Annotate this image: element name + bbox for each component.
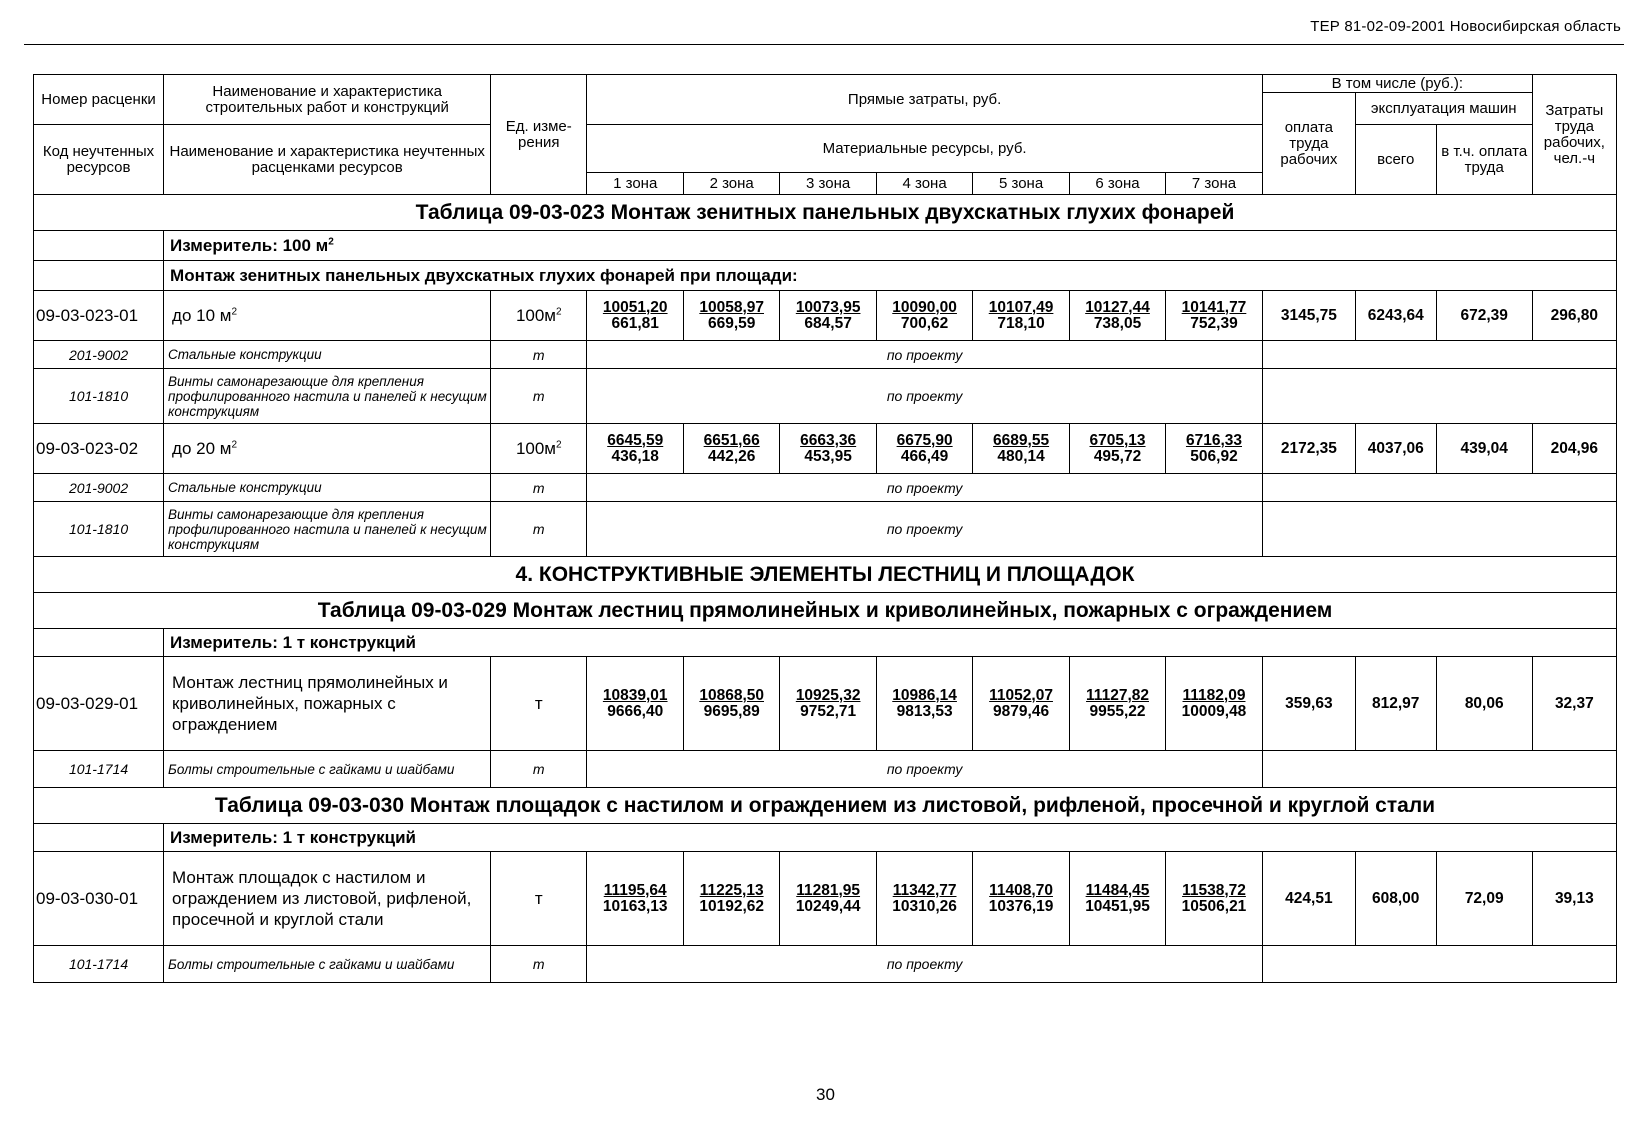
resource-note: по проекту: [587, 341, 1263, 369]
resource-unit: т: [491, 474, 587, 502]
resource-row: [34, 946, 1617, 983]
machines-total-value: 812,97: [1355, 657, 1436, 751]
header-unit: Ед. изме-рения: [491, 75, 587, 195]
zone-value: 6675,90 466,49: [877, 424, 973, 474]
empty-cell: [1263, 751, 1617, 788]
table-title: Таблица 09-03-023 Монтаж зенитных панельных двухскатных глухих фонарей: [34, 195, 1617, 231]
rate-name: до 10 $м^2$: [164, 291, 491, 341]
machines-labor-value: 439,04: [1436, 424, 1532, 474]
labor-cost-value: 204,96: [1532, 424, 1616, 474]
zone-value: 6651,66 442,26: [684, 424, 780, 474]
zone-value: 11484,45 10451,95: [1070, 852, 1166, 946]
machines-labor-value: 80,06: [1436, 657, 1532, 751]
zone-value: 6716,33 506,92: [1165, 424, 1262, 474]
header-name: Наименование и характеристика строительных работ и конструкций: [164, 75, 491, 125]
measure-label: Измеритель: 100 $м^2$: [164, 231, 1617, 261]
zone-value: 10141,77 752,39: [1165, 291, 1262, 341]
rate-unit: $100м^2$: [491, 291, 587, 341]
header-materials: Материальные ресурсы, руб.: [587, 125, 1263, 173]
empty-cell: [1263, 946, 1617, 983]
page-header: ТЕР 81-02-09-2001 Новосибирская область: [1310, 18, 1621, 35]
resource-code: 101-1810: [34, 369, 164, 424]
resource-name: Болты строительные с гайками и шайбами: [164, 946, 491, 983]
resource-note: по проекту: [587, 474, 1263, 502]
resource-row: [34, 751, 1617, 788]
empty-cell: [34, 261, 164, 291]
measure-label: Измеритель: 1 т конструкций: [164, 629, 1617, 657]
zone-value: 10127,44 738,05: [1070, 291, 1166, 341]
subtitle-label: Монтаж зенитных панельных двухскатных глухих фонарей при площади:: [164, 261, 1617, 291]
zone-value: 11182,09 10009,48: [1165, 657, 1262, 751]
rate-unit: т: [491, 657, 587, 751]
empty-cell: [1263, 341, 1617, 369]
zone-value: 10058,97 669,59: [684, 291, 780, 341]
zone-value: 10073,95 684,57: [780, 291, 877, 341]
section-title: 4. КОНСТРУКТИВНЫЕ ЭЛЕМЕНТЫ ЛЕСТНИЦ И ПЛОЩАДОК: [34, 557, 1617, 593]
resource-unit: т: [491, 369, 587, 424]
zone-value: 6705,13 495,72: [1070, 424, 1166, 474]
rate-code: 09-03-023-02: [34, 424, 164, 474]
resource-code: 101-1810: [34, 502, 164, 557]
machines-labor-value: 72,09: [1436, 852, 1532, 946]
header-res-name: Наименование и характеристика неучтенных расценками ресурсов: [164, 125, 491, 195]
rate-unit: т: [491, 852, 587, 946]
labor-pay-value: 424,51: [1263, 852, 1356, 946]
labor-cost-value: 296,80: [1532, 291, 1616, 341]
zone-value: 11281,95 10249,44: [780, 852, 877, 946]
zone-value: 10090,00 700,62: [877, 291, 973, 341]
labor-cost-value: 39,13: [1532, 852, 1616, 946]
rate-unit: $100м^2$: [491, 424, 587, 474]
machines-labor-value: 672,39: [1436, 291, 1532, 341]
table-row: [34, 852, 1617, 946]
header-rule: [24, 44, 1624, 45]
empty-cell: [1263, 369, 1617, 424]
rate-code: 09-03-029-01: [34, 657, 164, 751]
zone-3: 3 зона: [780, 173, 877, 195]
empty-cell: [34, 629, 164, 657]
resource-row: [34, 369, 1617, 424]
table-row: [34, 424, 1617, 474]
resource-row: [34, 341, 1617, 369]
header-direct-costs: Прямые затраты, руб.: [587, 75, 1263, 125]
zone-value: 10925,32 9752,71: [780, 657, 877, 751]
machines-total-value: 4037,06: [1355, 424, 1436, 474]
table-title: Таблица 09-03-029 Монтаж лестниц прямолинейных и криволинейных, пожарных с ограждением: [34, 593, 1617, 629]
resource-row: [34, 502, 1617, 557]
rate-name: до 20 $м^2$: [164, 424, 491, 474]
measure-label: Измеритель: 1 т конструкций: [164, 824, 1617, 852]
resource-note: по проекту: [587, 502, 1263, 557]
zone-value: 11195,64 10163,13: [587, 852, 684, 946]
rate-code: 09-03-030-01: [34, 852, 164, 946]
resource-code: 201-9002: [34, 474, 164, 502]
rate-name: Монтаж площадок с настилом и ограждением из листовой, рифленой, просечной и круглой стали: [164, 852, 491, 946]
zone-2: 2 зона: [684, 173, 780, 195]
zone-value: 10986,14 9813,53: [877, 657, 973, 751]
zone-6: 6 зона: [1070, 173, 1166, 195]
header-machines-total: всего: [1355, 125, 1436, 195]
labor-pay-value: 3145,75: [1263, 291, 1356, 341]
labor-pay-value: 359,63: [1263, 657, 1356, 751]
zone-value: 6689,55 480,14: [973, 424, 1070, 474]
rate-code: 09-03-023-01: [34, 291, 164, 341]
header-machines-labor: в т.ч. оплата труда: [1436, 125, 1532, 195]
resource-unit: т: [491, 502, 587, 557]
empty-cell: [1263, 474, 1617, 502]
zone-value: 10051,20 661,81: [587, 291, 684, 341]
zone-value: 10868,50 9695,89: [684, 657, 780, 751]
resource-code: 101-1714: [34, 751, 164, 788]
zone-value: 11127,82 9955,22: [1070, 657, 1166, 751]
resource-note: по проекту: [587, 751, 1263, 788]
resource-name: Болты строительные с гайками и шайбами: [164, 751, 491, 788]
labor-pay-value: 2172,35: [1263, 424, 1356, 474]
resource-name: Стальные конструкции: [164, 341, 491, 369]
table-row: [34, 657, 1617, 751]
page-number: 30: [816, 1085, 835, 1104]
zone-value: 11538,72 10506,21: [1165, 852, 1262, 946]
header-labor-pay: оплата труда рабочих: [1263, 93, 1356, 195]
machines-total-value: 6243,64: [1355, 291, 1436, 341]
zone-1: 1 зона: [587, 173, 684, 195]
zone-value: 10839,01 9666,40: [587, 657, 684, 751]
header-including: В том числе (руб.):: [1263, 75, 1533, 93]
resource-row: [34, 474, 1617, 502]
resource-name: Винты самонарезающие для крепления профилированного настила и панелей к несущим конструкциям: [164, 369, 491, 424]
zone-value: 6663,36 453,95: [780, 424, 877, 474]
resource-name: Стальные конструкции: [164, 474, 491, 502]
zone-value: 10107,49 718,10: [973, 291, 1070, 341]
resource-note: по проекту: [587, 369, 1263, 424]
zone-value: 11052,07 9879,46: [973, 657, 1070, 751]
header-number: Номер расценки: [34, 75, 164, 125]
header-labor-cost: Затраты труда рабочих, чел.-ч: [1532, 75, 1616, 195]
empty-cell: [34, 231, 164, 261]
resource-unit: т: [491, 341, 587, 369]
labor-cost-value: 32,37: [1532, 657, 1616, 751]
empty-cell: [34, 824, 164, 852]
header-machines: эксплуатация машин: [1355, 93, 1532, 125]
price-table: [33, 74, 1617, 983]
resource-name: Винты самонарезающие для крепления профилированного настила и панелей к несущим конструкциям: [164, 502, 491, 557]
zone-7: 7 зона: [1165, 173, 1262, 195]
resource-note: по проекту: [587, 946, 1263, 983]
resource-code: 101-1714: [34, 946, 164, 983]
resource-unit: т: [491, 946, 587, 983]
header-res-code: Код неучтенных ресурсов: [34, 125, 164, 195]
resource-code: 201-9002: [34, 341, 164, 369]
table-row: [34, 291, 1617, 341]
zone-4: 4 зона: [877, 173, 973, 195]
zone-value: 11408,70 10376,19: [973, 852, 1070, 946]
zone-value: 11225,13 10192,62: [684, 852, 780, 946]
empty-cell: [1263, 502, 1617, 557]
zone-value: 6645,59 436,18: [587, 424, 684, 474]
resource-unit: т: [491, 751, 587, 788]
zone-value: 11342,77 10310,26: [877, 852, 973, 946]
table-title: Таблица 09-03-030 Монтаж площадок с настилом и ограждением из листовой, рифленой, просечной и круглой стали: [34, 788, 1617, 824]
machines-total-value: 608,00: [1355, 852, 1436, 946]
rate-name: Монтаж лестниц прямолинейных и криволинейных, пожарных с ограждением: [164, 657, 491, 751]
zone-5: 5 зона: [973, 173, 1070, 195]
